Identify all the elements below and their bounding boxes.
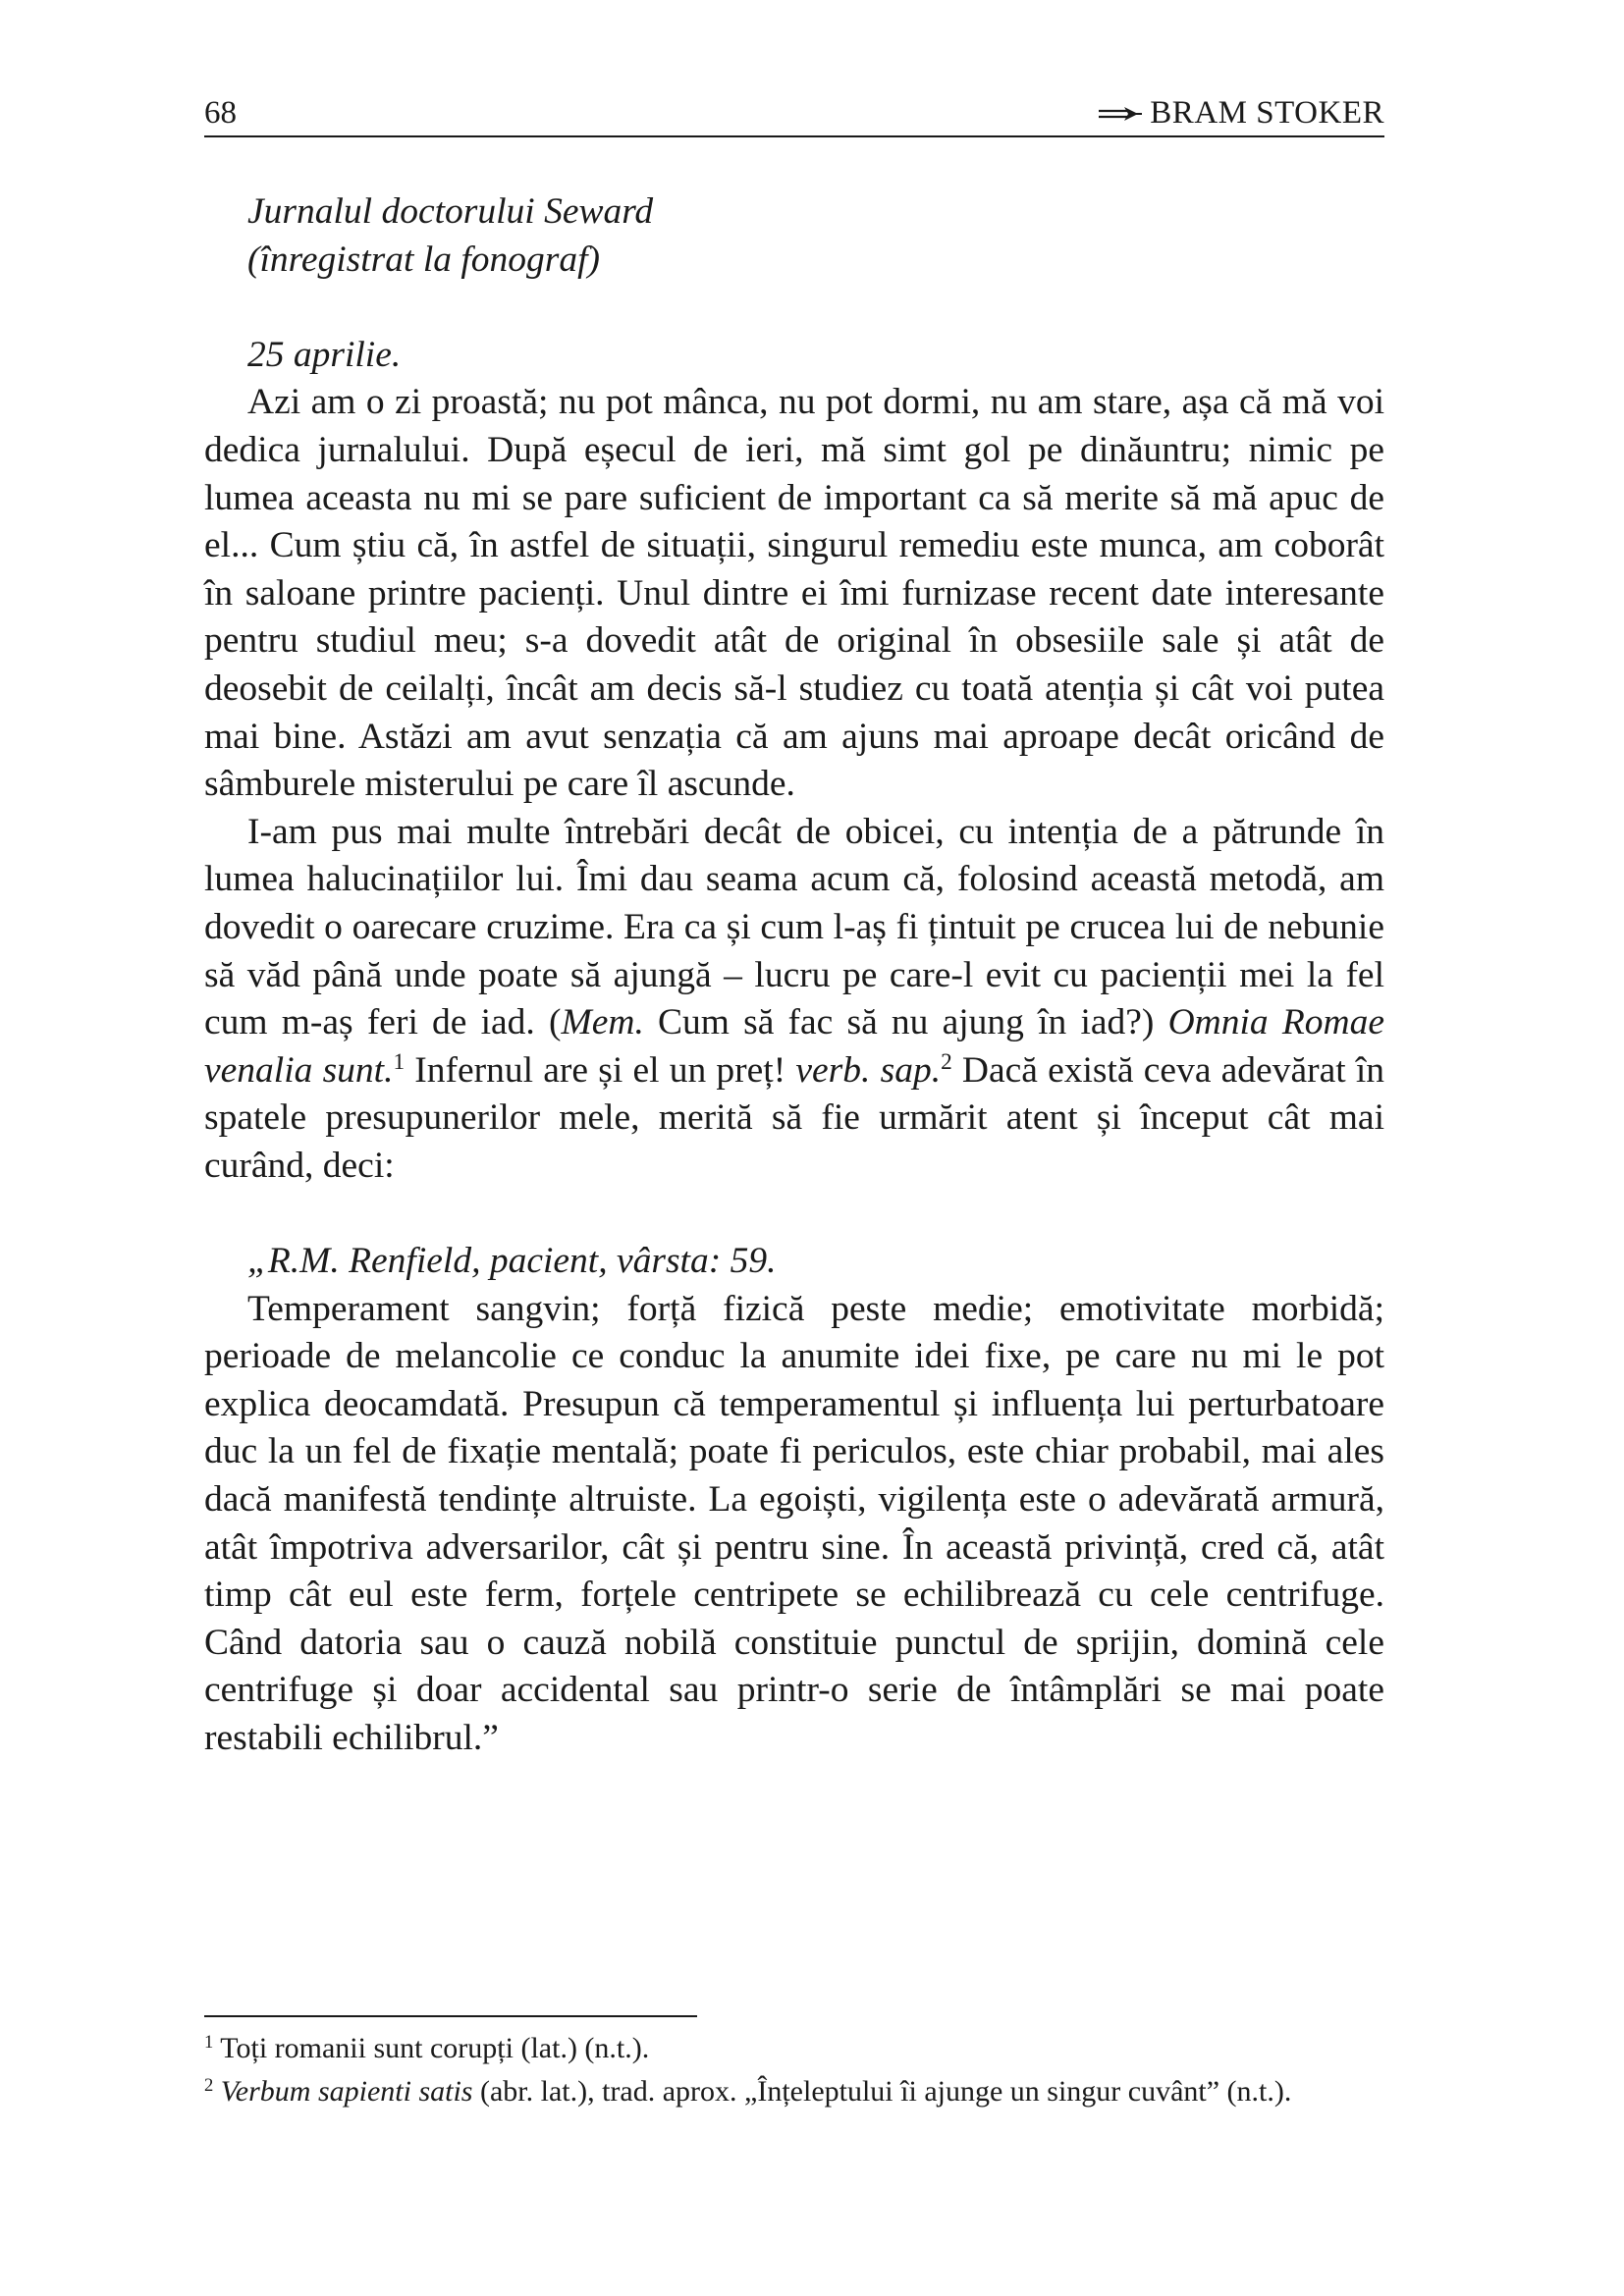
page-number: 68 <box>204 95 237 131</box>
footnote-mark: 1 <box>204 2031 214 2053</box>
text-run: Infernul are și el un preț! <box>405 1049 796 1091</box>
entry-date: 25 aprilie. <box>247 334 402 375</box>
spacer <box>204 284 1384 332</box>
footnote-italic: Verbum sapienti satis <box>220 2075 473 2108</box>
footnote-ref[interactable]: 1 <box>393 1048 406 1075</box>
footnote-divider <box>204 2015 697 2017</box>
spacer <box>204 1190 1384 1238</box>
page-header <box>204 90 1384 137</box>
footnote-mark: 2 <box>204 2074 214 2096</box>
footnote-text: Toți romanii sunt corupți (lat.) (n.t.). <box>220 2032 650 2064</box>
footnote-2 <box>204 2070 1384 2113</box>
footnotes <box>204 2015 1384 2113</box>
paragraph: Temperament sangvin; forță fizică peste medie; emotivitate morbidă; perioade de melancolie ce conduc la anumite idei fixe, pe care nu mi le pot explica deocamdată. Presupun că temperamentul și influența lui perturbatoare duc la un fel de fixație mentală; poate fi periculos, este chiar probabil, mai ales dacă manifestă tendințe altruiste. La egoiști, vigilența este o adevărată armură, atât împotriva adversarilor, cât și pentru sine. În această privință, cred că, atât timp cât eul este ferm, forțele centripete se echilibrează cu cele centrifuge. Când datoria sau o cauză nobilă constituie punctul de sprijin, domină cele centrifuge și doar accidental sau printr-o serie de întâmplări se mai poate restabili echilibrul.” <box>204 1288 1384 1758</box>
paragraph <box>204 809 1384 1191</box>
text-run: Cum să fac să nu ajung în iad?) <box>643 1002 1168 1043</box>
italic-verb-sap: verb. sap. <box>795 1049 942 1091</box>
journal-heading: Jurnalul doctorului Seward <box>247 191 654 232</box>
paragraph: Azi am o zi proastă; nu pot mânca, nu pot dormi, nu am stare, așa că mă voi dedica jurnalului. După eșecul de ieri, mă simt gol pe dinăuntru; nimic pe lumea aceasta nu mi se pare suficient de important ca să merite să mă apuc de el... Cum știu că, în astfel de situații, singurul remediu este munca, am coborât în saloane printre pacienți. Unul dintre ei îmi furnizase recent date interesante pentru studiul meu; s-a dovedit atât de original în obsesiile sale și atât de deosebit de ceilalți, încât am decis să-l studiez cu toată atenția și cât voi putea mai bine. Astăzi am avut senzația că am ajuns mai aproape decât oricând de sâmburele misterului pe care îl ascunde. <box>204 382 1384 805</box>
running-head <box>1099 90 1384 135</box>
record-title: „R.M. Renfield, pacient, vârsta: 59. <box>247 1241 777 1282</box>
main-text <box>204 188 1384 1763</box>
footnote-text: (abr. lat.), trad. aprox. „Înțeleptului îi ajunge un singur cuvânt” (n.t.). <box>472 2075 1292 2108</box>
footnote-ref[interactable]: 2 <box>941 1048 952 1075</box>
journal-subheading: (înregistrat la fonograf) <box>247 239 601 280</box>
arrow-ornament-icon <box>1099 90 1142 135</box>
latin-quote: Omnia Romae venalia sunt. <box>204 1002 1384 1091</box>
italic-mem: Mem. <box>561 1002 644 1043</box>
text-run: I-am pus mai multe întrebări decât de obicei, cu intenția de a pătrunde în lumea halucinațiilor lui. Îmi dau seama acum că, folosind această metodă, am dovedit o oarecare cruzime. Era ca și cum l-aș fi țintuit pe crucea lui de nebunie să văd până unde poate să ajungă – lucru pe care-l evit cu pacienții mei la fel cum m-aș feri de iad. ( <box>204 811 1384 1043</box>
running-head-title: BRAM STOKER <box>1150 95 1384 131</box>
footnote-1 <box>204 2027 1384 2070</box>
text-run: Dacă există ceva adevărat în spatele presupunerilor mele, merită să fie urmărit atent și început cât mai curând, deci: <box>204 1049 1385 1186</box>
